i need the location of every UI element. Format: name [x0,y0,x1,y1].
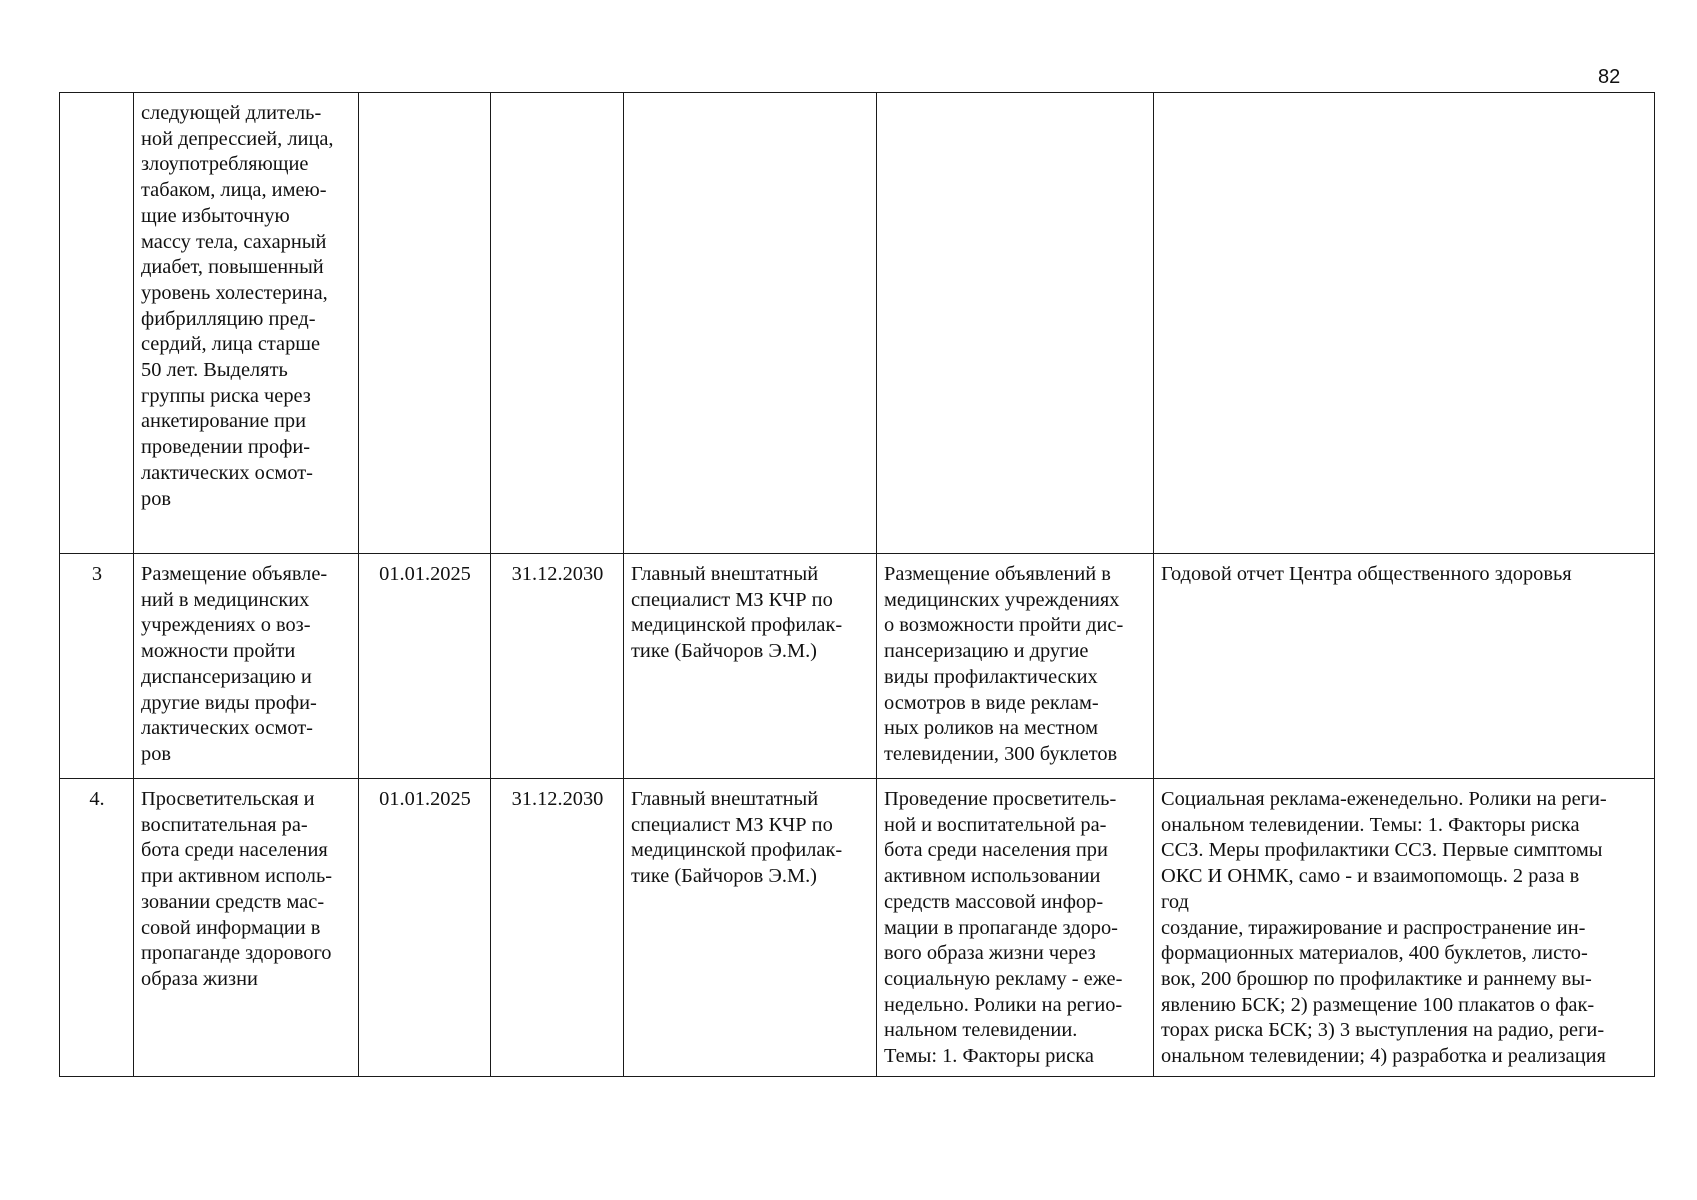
result-cell: Социальная реклама-еженедельно. Ролики на реги- ональном телевидении. Темы: 1. Факторы риска ССЗ. Меры профилактики ССЗ. Первые симптомы ОКС И ОНМК, само - и взаимопомощь. 2 раза в год создание, тиражирование и распространение ин- формационных материалов, 400 буклетов, листо- вок, 200 брошюр по профилактике и раннему вы- явлению БСК; 2) размещение 100 плакатов о фак- торах риска БСК; 3) 3 выступления на радио, реги- ональном телевидении; 4) разработка и реализация [1154,779,1655,1077]
responsible-cell: Главный внештатный специалист МЗ КЧР по медицинской профилак- тике (Байчоров Э.М.) [624,554,877,779]
measure-cell: Размещение объявле- ний в медицинских учреждениях о воз- можности пройти диспансеризацию и другие виды профи- лактических осмот- ров [134,554,359,779]
result-cell [1154,93,1655,554]
description-cell: Размещение объявлений в медицинских учреждениях о возможности пройти дис- пансеризацию и другие виды профилактических осмотров в виде реклам- ных роликов на местном телевидении, 300 буклетов [877,554,1154,779]
row-number-cell [60,93,134,554]
table-row [60,779,1655,1077]
row-number-cell: 3 [60,554,134,779]
measure-cell: следующей длитель- ной депрессией, лица, злоупотребляющие табаком, лица, имею- щие избыточную массу тела, сахарный диабет, повышенный уровень холестерина, фибрилляцию пред- сердий, лица старше 50 лет. Выделять группы риска через анкетирование при проведении профи- лактических осмот- ров [134,93,359,554]
measures-table [59,92,1655,1077]
table-row [60,93,1655,554]
responsible-cell [624,93,877,554]
table-row [60,554,1655,779]
description-cell [877,93,1154,554]
row-number-cell: 4. [60,779,134,1077]
start-date-cell: 01.01.2025 [359,779,491,1077]
page-number: 82 [1598,66,1621,88]
end-date-cell [491,93,624,554]
end-date-cell: 31.12.2030 [491,779,624,1077]
end-date-cell: 31.12.2030 [491,554,624,779]
start-date-cell: 01.01.2025 [359,554,491,779]
description-cell: Проведение просветитель- ной и воспитательной ра- бота среди населения при активном использовании средств массовой инфор- мации в пропаганде здоро- вого образа жизни через социальную рекламу - еже- недельно. Ролики на регио- нальном телевидении. Темы: 1. Факторы риска [877,779,1154,1077]
start-date-cell [359,93,491,554]
measure-cell: Просветительская и воспитательная ра- бота среди населения при активном исполь- зовании средств мас- совой информации в пропаганде здорового образа жизни [134,779,359,1077]
result-cell: Годовой отчет Центра общественного здоровья [1154,554,1655,779]
responsible-cell: Главный внештатный специалист МЗ КЧР по медицинской профилак- тике (Байчоров Э.М.) [624,779,877,1077]
